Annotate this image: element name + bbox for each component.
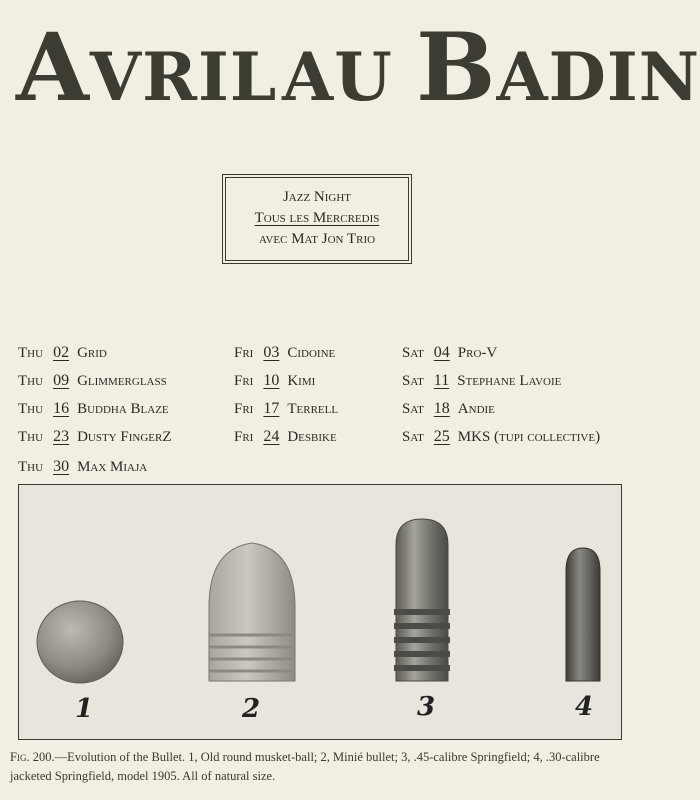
entry-day: Thu bbox=[18, 401, 44, 417]
schedule-entry bbox=[234, 344, 335, 362]
entry-date: 18 bbox=[433, 400, 450, 417]
bullet-evolution-photo bbox=[18, 484, 622, 740]
title-word-avril: Avril bbox=[16, 13, 278, 123]
schedule-grid bbox=[0, 336, 640, 486]
entry-artist: Stephane Lavoie bbox=[457, 373, 562, 389]
entry-artist: Pro-V bbox=[457, 345, 498, 361]
entry-date: 03 bbox=[263, 344, 280, 361]
schedule-entry bbox=[18, 428, 171, 446]
figure-label-3: 3 bbox=[417, 692, 436, 722]
schedule-entry bbox=[402, 372, 561, 390]
springfield-45-shape bbox=[394, 519, 450, 681]
entry-artist: Andie bbox=[457, 401, 495, 417]
entry-day: Thu bbox=[18, 373, 44, 389]
figure-label-2: 2 bbox=[242, 694, 261, 724]
title-word-au: au bbox=[282, 13, 393, 123]
entry-day: Thu bbox=[18, 429, 44, 445]
entry-date: 25 bbox=[433, 428, 450, 445]
schedule-entry bbox=[234, 372, 315, 390]
entry-date: 23 bbox=[53, 428, 70, 445]
caption-text: —Evolution of the Bullet. 1, Old round musket-ball; 2, Minié bullet; 3, .45-calibre Springfield; 4, .30-calibre jacketed Springfield, model 1905. All of natural size. bbox=[10, 750, 600, 783]
entry-artist: Cidoine bbox=[287, 345, 336, 361]
entry-day: Sat bbox=[402, 345, 424, 361]
schedule-entry bbox=[18, 400, 169, 418]
title-word-badin: Badin bbox=[416, 13, 700, 123]
schedule-entry bbox=[18, 458, 147, 476]
entry-day: Fri bbox=[234, 401, 254, 417]
schedule-entry bbox=[402, 400, 495, 418]
entry-day: Thu bbox=[18, 459, 44, 475]
schedule-entry bbox=[234, 428, 337, 446]
schedule-entry bbox=[234, 400, 338, 418]
bullet-illustration bbox=[19, 485, 621, 739]
entry-day: Thu bbox=[18, 345, 44, 361]
entry-artist: Terrell bbox=[287, 401, 339, 417]
figure-label-4: 4 bbox=[575, 692, 594, 722]
entry-artist: Buddha Blaze bbox=[77, 401, 169, 417]
jazz-title: Jazz Night bbox=[282, 189, 352, 205]
figure-label-1: 1 bbox=[75, 694, 94, 724]
entry-date: 30 bbox=[53, 458, 70, 475]
entry-date: 17 bbox=[263, 400, 280, 417]
poster-title bbox=[0, 13, 700, 123]
jazz-schedule: Tous les Mercredis bbox=[254, 210, 380, 226]
entry-day: Fri bbox=[234, 373, 254, 389]
minie-bullet-shape bbox=[209, 543, 295, 681]
entry-date: 16 bbox=[53, 400, 70, 417]
musket-ball-shape bbox=[37, 601, 123, 683]
jazz-performer: avec Mat Jon Trio bbox=[258, 231, 376, 247]
entry-artist: Desbike bbox=[287, 429, 337, 445]
entry-artist: Kimi bbox=[287, 373, 316, 389]
entry-day: Fri bbox=[234, 429, 254, 445]
entry-date: 02 bbox=[53, 344, 70, 361]
jazz-night-box bbox=[222, 174, 412, 264]
entry-date: 10 bbox=[263, 372, 280, 389]
entry-artist: Grid bbox=[77, 345, 107, 361]
entry-artist: MKS (tupi collective) bbox=[457, 429, 601, 445]
entry-artist: Dusty FingerZ bbox=[77, 429, 172, 445]
schedule-entry bbox=[402, 344, 497, 362]
entry-day: Sat bbox=[402, 373, 424, 389]
entry-date: 09 bbox=[53, 372, 70, 389]
schedule-entry bbox=[18, 344, 107, 362]
entry-date: 24 bbox=[263, 428, 280, 445]
springfield-30-shape bbox=[566, 548, 600, 681]
schedule-entry bbox=[18, 372, 167, 390]
entry-artist: Max Miaja bbox=[77, 459, 148, 475]
entry-day: Sat bbox=[402, 429, 424, 445]
schedule-entry bbox=[402, 428, 600, 446]
caption-figure-number: Fig. 200. bbox=[10, 750, 55, 764]
entry-day: Fri bbox=[234, 345, 254, 361]
entry-artist: Glimmerglass bbox=[77, 373, 167, 389]
entry-date: 11 bbox=[433, 372, 450, 389]
figure-caption bbox=[10, 748, 636, 786]
entry-date: 04 bbox=[433, 344, 450, 361]
entry-day: Sat bbox=[402, 401, 424, 417]
